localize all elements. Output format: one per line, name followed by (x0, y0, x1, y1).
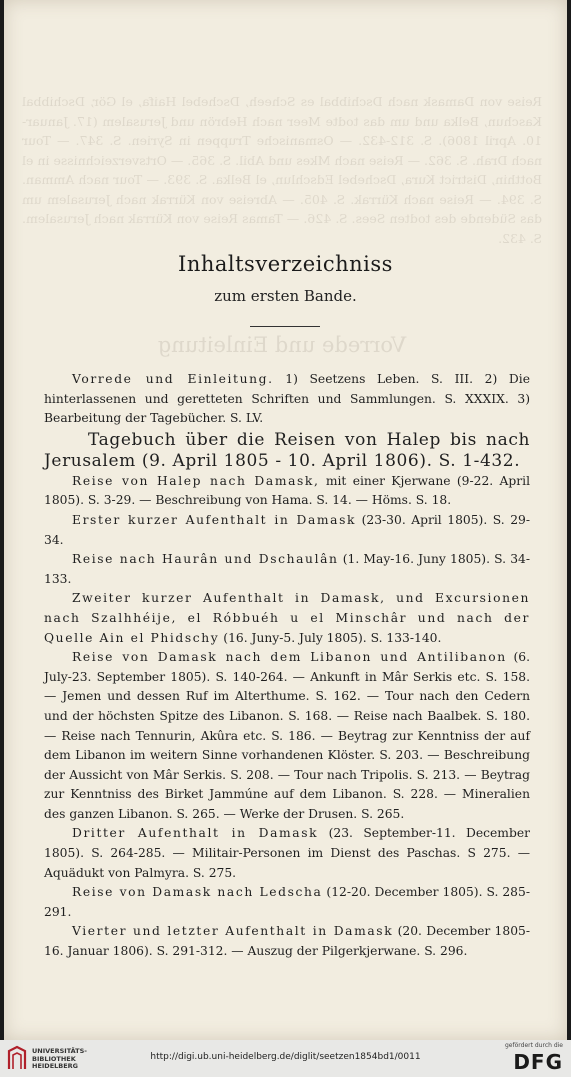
toc-entry (44, 589, 530, 648)
toc-entry (44, 550, 530, 589)
library-name-line: HEIDELBERG (32, 1062, 79, 1070)
entry-lead: Reise von Halep nach Damask, (72, 473, 320, 488)
entry-text: (23. September-11. December 1805). S. 264-285. — Militair-Personen im Dienst des Paschas. S 275. — Aquädukt von Palmyra. S. 275. (44, 826, 530, 880)
entry-text: (16. Juny-5. July 1805). S. 133-140. (219, 630, 442, 645)
entry-lead: Vierter und letzter Aufenthalt in Damask (72, 924, 394, 939)
page-subtitle: zum ersten Bande. (214, 287, 357, 305)
page-title: Inhaltsverzeichniss (178, 252, 393, 276)
funded-by-label: gefördert durch die (505, 1042, 563, 1049)
entry-lead: Dritter Aufenthalt in Damask (72, 826, 319, 841)
entry-lead: Reise von Damask nach dem Libanon und Antilibanon (72, 650, 507, 665)
entry-text: (12-20. December 1805). S. 285-291. (44, 885, 530, 919)
entry-text: (6. July-23. September 1805). S. 140-264. — Ankunft in Mâr Serkis etc. S. 158. — Jemen und dessen Ruf im Alterthume. S. 162. — Tour nach den Cedern und der höchsten Spitze des Libanon. S. 168. — Reise nach Baalbek. S. 180. — Reise nach Tennurin, Akûra etc. S. 186. — Beytrag zur Kenntniss der auf dem Libanon im weitern Sinne vorhandenen Klöster. S. 203. — Beschreibung der Aussicht von Mâr Serkis. S. 208. — Tour nach Tripolis. S. 213. — Beytrag zur Kenntniss des Birket Jammúne auf dem Libanon. S. 228. — Mineralien des ganzen Libanon. S. 265. — Werke der Drusen. S. 265. (44, 650, 530, 821)
entry-lead: Reise nach Haurân und Dschaulân (72, 552, 339, 567)
toc-entry (44, 472, 530, 511)
toc-entry (44, 922, 530, 961)
library-name-line: BIBLIOTHEK (32, 1054, 76, 1063)
toc-entry (44, 824, 530, 883)
entry-lead: Vorrede und Einleitung. (72, 372, 274, 386)
entry-lead: Zweiter kurzer Aufenthalt in Damask, und Excursionen nach Szalhhéije, el Róbbuéh u el Minschâr und nach der Quelle Ain el Phidschy (44, 591, 530, 645)
library-name-line: UNIVERSITÄTS- (32, 1047, 87, 1055)
page-url-link[interactable]: http://digi.ub.uni-heidelberg.de/diglit/seetzen1854bd1/0011 (150, 1052, 421, 1062)
entry-lead: Reise von Damask nach Ledscha (72, 885, 323, 900)
viewer-footer (0, 1040, 571, 1077)
scanned-page (4, 0, 567, 1040)
toc-body (44, 370, 530, 962)
toc-entry (44, 511, 530, 550)
toc-entry (44, 648, 530, 824)
entry-text: 1) Seetzens Leben. S. III. 2) Die hinterlassenen und geretteten Schriften und Sammlungen. S. XXXIX. 3) Bearbeitung der Tagebücher. S. LV. (44, 372, 530, 426)
entry-text: (20. December 1805-16. Januar 1806). S. 291-312. — Auszug der Pilgerkjerwane. S. 296. (44, 924, 530, 959)
bleed-through-text: Reise von Damask nach Dschibbal es Scheeh, Dschebel Haifa, el Gör, Dschibbal Kaschun, Belka und um das todte Meer nach Hebrön und Jerusalem (17. Januar-10. April 1806). S. 312-432. — Osmanische Truppen in Syrien. S. 347. — Tour nach Drah. S. 362. — Reise nach Mkes und Abil. S. 365. — Ortsverzeichnisse in el Botthin, District Kura, Dschebel Edschlun, el Belka. S. 393. — Tour nach Amman. S. 394. — Reise nach Kürrak. S. 405. — Abreise von Kürrak nach Jerusalem um das Südende des todten Sees. S. 426. — Tamas Reise von Kürrak nach Jerusalem. S. 432. (22, 94, 542, 246)
entry-text: (1. May-16. Juny 1805). S. 34-133. (44, 552, 531, 586)
entry-text: (23-30. April 1805). S. 29-34. (44, 512, 530, 547)
toc-entry (44, 883, 530, 922)
toc-entry (44, 370, 530, 429)
entry-text: mit einer Kjerwane (9-22. April 1805). S. 3-29. — Beschreibung von Hama. S. 14. — Höms. S. 18. (44, 473, 531, 508)
toc-section-heading: Tagebuch über die Reisen von Halep bis nach Jerusalem (9. April 1805 - 10. April 1806). S. 1-432. (44, 429, 530, 471)
bleed-through-heading: Vorrede und Einleitung (157, 333, 407, 357)
divider-rule (250, 326, 320, 327)
dfg-logo[interactable]: DFG (513, 1050, 563, 1074)
entry-lead: Erster kurzer Aufenthalt in Damask (72, 512, 357, 527)
